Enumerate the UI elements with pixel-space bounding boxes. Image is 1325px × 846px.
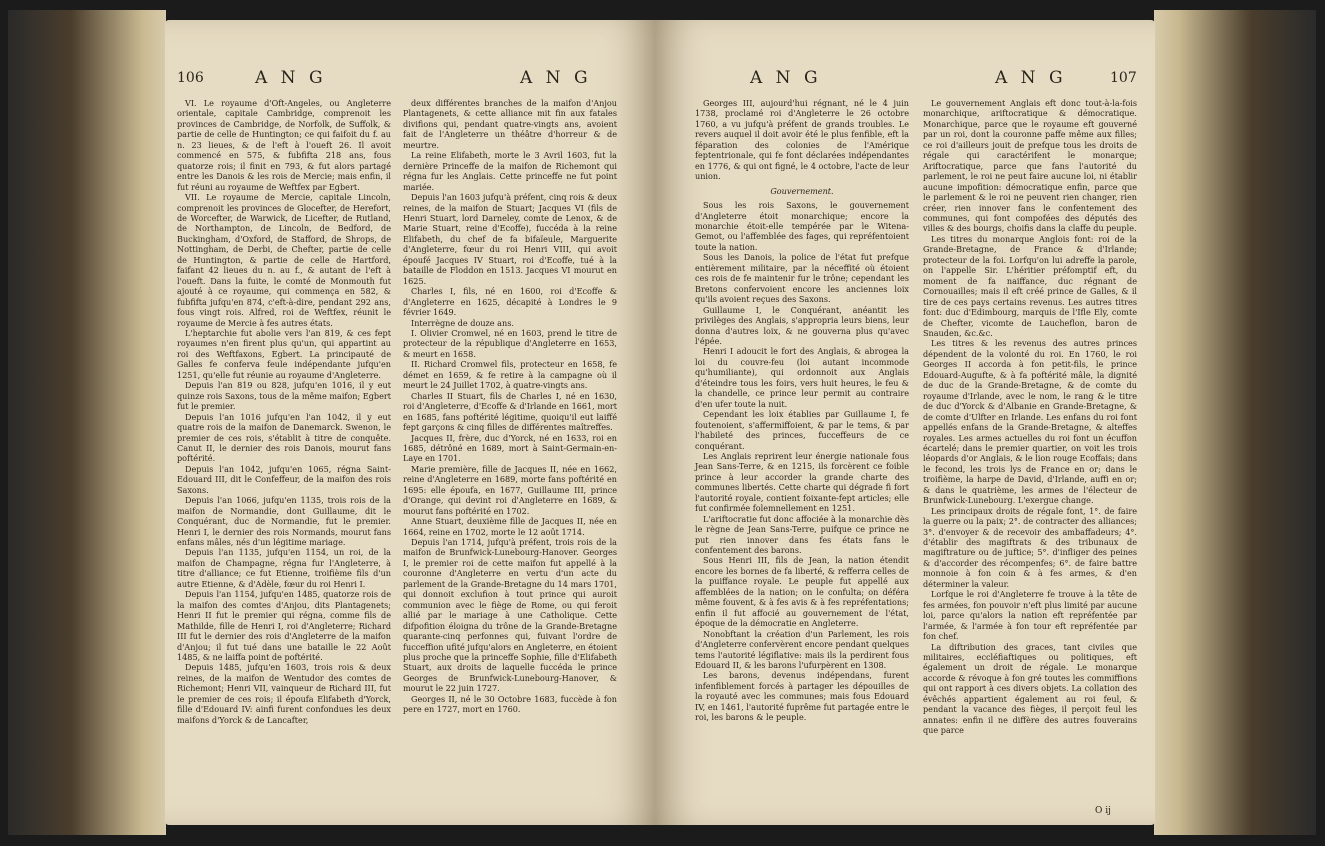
paragraph: Gouvernement. (770, 185, 834, 196)
paragraph: Les Anglais reprirent leur énergie nationale fous Jean Sans-Terre, & en 1215, ils forcèrent ce foible prince à leur accorder la grande charte des communes libertés. Cette charte qui dégrade fi fort l'autorité royale, contient foixante-fept articles; elle fut confirmée folemnellement en 1251. (695, 450, 909, 514)
paragraph: Sous les Danois, la police de l'état fut prefque entièrement militaire, par la néceffité où étoient ces rois de fe maintenir fur le trône; cependant les Bretons confervoient encore les anciennes loix qu'ils avoient reçues des Saxons. (695, 252, 909, 305)
book-edge-right (1154, 10, 1316, 835)
paragraph: Depuis l'an 1042, jufqu'en 1065, régna Saint-Edouard III, dit le Confeffeur, de la maifon des rois Saxons. (177, 463, 391, 495)
left-running-head-1: A N G (255, 68, 327, 88)
paragraph: Charles I, fils, né en 1600, roi d'Ecoffe & d'Angleterre en 1625, décapité à Londres le 9 février 1649. (403, 286, 617, 318)
left-column-2 (403, 98, 617, 715)
right-column-2 (923, 98, 1137, 736)
paragraph: Guillaume I, le Conquérant, anéantit les privilèges des Anglais, s'appropria leurs biens, leur donna d'autres loix, & ne gouverna plus qu'avec l'épée. (695, 304, 909, 346)
paragraph: I. Olivier Cromwel, né en 1603, prend le titre de protecteur de la république d'Angleterre en 1653, & meurt en 1658. (403, 327, 617, 359)
paragraph: La diftribution des graces, tant civiles que militaires, eccléfiaftiques ou politiques, eft également un droit de régale. Le monarque accorde & révoque à fon gré toutes les commiffions qui ont rapport à ces divers objets. La collation des évêchés appartient également au roi feul, & pendant la vacance des fièges, il perçoit feul les annates: enfin il ne diffère des autres fouverains que parce (923, 641, 1137, 736)
paragraph: Les titres du monarque Anglois font: roi de la Grande-Bretagne, de France & d'Irlande; protecteur de la foi. Lorfqu'on lui adreffe la parole, on l'appelle Sir. L'héritier préfomptif eft, du moment de fa naiffance, duc régnant de Cornouailles; mais il eft créé prince de Galles, & il tire de ces pays certains revenus. Les autres titres font: duc d'Edimbourg, marquis de l'Ifle Ely, comte de Chefter, vicomte de Laucheflon, baron de Snauden, &c.&c. (923, 233, 1137, 338)
paragraph: L'heptarchie fut abolie vers l'an 819, & ces fept royaumes n'en firent plus qu'un, qui appartint au roi des Weftfaxons, Egbert. La principauté de Galles fe conferva feule indépendante jufqu'en 1251, qu'elle fut réunie au royaume d'Angleterre. (177, 327, 391, 380)
paragraph: Cependant les loix établies par Guillaume I, fe foutenoient, s'affermiffoient, & par le tems, & par l'habileté des princes, fucceffeurs de ce conquérant. (695, 409, 909, 451)
paragraph: Depuis l'an 1603 jufqu'à préfent, cinq rois & deux reines, de la maifon de Stuart; Jacques VI (fils de Henri Stuart, lord Darneley, comte de Lenox, & de Marie Stuart, reine d'Ecoffe), fuccéda à la reine Elifabeth, du chef de fa bifaïeule, Marguerite d'Angleterre, fœur du roi Henri VIII, qui avoit époufé Jacques IV Stuart, roi d'Ecoffe, tué à la bataille de Floddon en 1513. Jacques VI mourut en 1625. (403, 192, 617, 286)
paragraph: Georges III, aujourd'hui régnant, né le 4 juin 1738, proclamé roi d'Angleterre le 26 octobre 1760, a vu jufqu'à préfent de grands troubles. Le revers auquel il doit avoir été le plus fenfible, eft la féparation des colonies de l'Amérique feptentrionale, qui fe font déclarées indépendantes en 1776, & qui ont figné, le 4 octobre, l'acte de leur union. (695, 98, 909, 182)
left-page-number: 106 (177, 70, 204, 86)
left-page (165, 20, 655, 825)
paragraph: Interrègne de douze ans. (411, 317, 514, 328)
paragraph: Sous Henri III, fils de Jean, la nation étendit encore les bornes de fa liberté, & refferra celles de la puiffance royale. Le peuple fut appellé aux affemblées de la nation; on le confulta; on déféra même fouvent, & à fes avis & à fes repréfentations; enfin il fut affocié au gouvernement de l'état, époque de la démocratie en Angleterre. (695, 555, 909, 629)
paragraph: Depuis l'an 1135, jufqu'en 1154, un roi, de la maifon de Champagne, régna fur l'Angleterre, à titre d'alliance; ce fut Etienne, troifième fils d'un autre Etienne, & d'Adèle, fœur du roi Henri I. (177, 547, 391, 589)
paragraph: Le gouvernement Anglais eft donc tout-à-la-fois monarchique, ariftocratique & démocratique. Monarchique, parce que le royaume eft gouverné par un roi, dont la couronne paffe même aux filles; ce roi d'ailleurs jouit de prefque tous les droits de régale qui caractérifent le monarque; Ariftocratique, parce que fans l'autorité du parlement, le roi ne peut faire aucune loi, ni établir aucune impofition: démocratique enfin, parce que le parlement & le roi ne peuvent rien changer, rien créer, rien innover fans le confentement des communes, qui font compofées des députés des villes & des bourgs, choifis dans la claffe du peuple. (923, 98, 1137, 234)
right-column-1 (695, 98, 909, 723)
paragraph: Les titres & les revenus des autres princes dépendent de la volonté du roi. En 1760, le roi Georges II accorda à fon petit-fils, le prince Edouard-Augufte, & à fa poftérité mâle, la dignité de duc de la Grande-Bretagne, & de comte du royaume d'Irlande, avec le nom, le rang & le titre de duc d'Yorck & d'Albanie en Grande-Bretagne, & de comte d'Ulfter en Irlande. Les enfans du roi font appellés enfans de la Grande-Bretagne, & alteffes royales. Les armes actuelles du roi font un écuffon écartelé; dans le premier quartier, on voit les trois léopards d'or Anglais, & le lion rouge Ecoffais; dans le fecond, les trois lys de France en or; dans le troifième, la harpe de David, d'Irlande, auffi en or; & dans le quatrième, les armes de l'électeur de Brunfwick-Lunebourg. L'exergue change. (923, 338, 1137, 506)
paragraph: Les barons, devenus indépendans, furent infenfiblement forcés à partager les dépouilles de la royauté avec les communes; mais fous Edouard IV, en 1461, l'autorité fuprême fut partagée entre le roi, les barons & le peuple. (695, 670, 909, 723)
paragraph: La reine Elifabeth, morte le 3 Avril 1603, fut la dernière Princeffe de la maifon de Richemont qui régna fur les Anglais. Cette princeffe ne fut point mariée. (403, 150, 617, 192)
paragraph: Depuis 1485, jufqu'en 1603, trois rois & deux reines, de la maifon de Wentudor des comtes de Richemont; Henri VII, vainqueur de Richard III, fut le premier de ces rois; il époufa Elifabeth d'Yorck, fille d'Edouard IV: ainfi furent confondues les deux maifons d'Yorck & de Lancafter, (177, 662, 391, 725)
left-page-header (165, 68, 655, 92)
paragraph: II. Richard Cromwel fils, protecteur en 1658, fe démet en 1659, & fe retire à la campagne où il meurt le 24 Juillet 1702, à quatre-vingts ans. (403, 359, 617, 391)
right-running-head-2: A N G (995, 68, 1067, 88)
paragraph: Charles II Stuart, fils de Charles I, né en 1630, roi d'Angleterre, d'Ecoffe & d'Irlande en 1661, mort en 1685, fans poftérité légitime, quoiqu'il eut laiffé fept garçons & cinq filles de différentes maîtreffes. (403, 390, 617, 433)
paragraph: Jacques II, frère, duc d'Yorck, né en 1633, roi en 1685, détrôné en 1689, mort à Saint-Germain-en-Laye en 1701. (403, 432, 617, 464)
right-running-head-1: A N G (750, 68, 822, 88)
paragraph: Georges II, né le 30 Octobre 1683, fuccède à fon pere en 1727, mort en 1760. (403, 693, 617, 715)
right-page (655, 20, 1155, 825)
left-column-1 (177, 98, 391, 725)
paragraph: Lorfque le roi d'Angleterre fe trouve à la tête de fes armées, fon pouvoir n'eft plus limité par aucune loi, parce qu'alors la nation eft repréfentée par l'armée, & l'armée à fon tour eft repréfentée par fon chef. (923, 589, 1137, 642)
paragraph: Sous les rois Saxons, le gouvernement d'Angleterre étoit monarchique; encore la monarchie étoit-elle tempérée par le Witena-Gemot, ou l'affemblée des fages, qui repréfentoient toute la nation. (695, 200, 909, 252)
right-page-number: 107 (1110, 70, 1137, 86)
book-edge-left (8, 10, 166, 835)
paragraph: Nonobftant la création d'un Parlement, les rois d'Angleterre confervèrent encore pendant quelques tems l'autorité légiflative: mais ils la perdirent fous Edouard II, & les barons l'ufurpèrent en 1308. (695, 628, 909, 671)
paragraph: Depuis l'an 1066, jufqu'en 1135, trois rois de la maifon de Normandie, dont Guillaume, dit le Conquérant, duc de Normandie, fut le premier. Henri I, le dernier des rois Normands, mourut fans enfans mâles, nés d'un légitime mariage. (177, 495, 391, 548)
paragraph: Henri I adoucit le fort des Anglais, & abrogea la loi du couvre-feu (loi autant incommode qu'humiliante), qui ordonnoit aux Anglais d'éteindre tous les foirs, vers huit heures, le feu & la chandelle, ce prince leur permit au contraire d'en ufer toute la nuit. (695, 346, 909, 409)
paragraph: deux différentes branches de la maifon d'Anjou Plantagenets, & cette alliance mit fin aux fatales divifions qui, pendant quatre-vingts ans, avoient fait de l'Angleterre un théâtre d'horreur & de meurtre. (403, 98, 617, 150)
left-running-head-2: A N G (520, 68, 592, 88)
paragraph: Les principaux droits de régale font, 1°. de faire la guerre ou la paix; 2°. de contracter des alliances; 3°. d'envoyer & de recevoir des ambaffadeurs; 4°. d'établir des magiftrats & des tribunaux de magiftrature ou de juftice; 5°. d'infliger des peines & d'accorder des récompenfes; 6°. de faire battre monnoie à fon coin & à fes armes, & d'en déterminer la valeur. (923, 505, 1137, 589)
paragraph: Depuis l'an 819 ou 828, jufqu'en 1016, il y eut quinze rois Saxons, tous de la même maifon; Egbert fut le premier. (177, 380, 391, 412)
paragraph: Depuis l'an 1714, jufqu'à préfent, trois rois de la maifon de Brunfwick-Lunebourg-Hanover. Georges I, le premier roi de cette maifon fut appellé à la couronne d'Angleterre en vertu d'un acte du parlement de la Grande-Bretagne du 14 mars 1701, qui donnoit exclufion à tout prince qui auroit communion avec le fiège de Rome, ou qui feroit allié par le mariage à une Catholique. Cette difpofition éloigna du trône de la Grande-Bretagne quarante-cinq perfonnes qui, fuivant l'ordre de fucceffion ufité jufqu'alors en Angleterre, en étoient plus proche que la princeffe Sophie, fille d'Elifabeth Stuart, aux droits de laquelle fuccéda le prince Georges de Brunfwick-Lunebourg-Hanover, & mourut le 22 juin 1727. (403, 537, 617, 694)
right-page-header (655, 68, 1155, 92)
paragraph: VII. Le royaume de Mercie, capitale Lincoln, comprenoit les provinces de Glocefter, de Herefort, de Worcefter, de Warwick, de Licefter, de Rutland, de Northampton, de Lincoln, de Bedford, de Buckingham, d'Oxford, de Stafford, de Shrops, de Nottingham, de Derbi, de Chefter, partie de celle de Huntington, & partie de celle de Hartford, faifant 42 lieues du n. au f., & autant de l'eft à l'oueft. Dans la fuite, le comté de Monmouth fut ajouté à ce royaume, qui commença en 582, & fubfifta jufqu'en 874, c'eft-à-dire, pendant 292 ans, fous vingt rois. Alfred, roi de Weftfex, réunit le royaume de Mercie à fes autres états. (177, 192, 391, 328)
paragraph: Depuis l'an 1016 jufqu'en l'an 1042, il y eut quatre rois de la maifon de Danemarck. Swenon, le premier de ces rois, s'établit à titre de conquête. Canut II, le dernier des rois Danois, mourut fans poftérité. (177, 411, 391, 464)
paragraph: L'ariftocratie fut donc affociée à la monarchie dès le règne de Jean Sans-Terre, puifque ce prince ne put rien innover dans fes états fans le confentement des barons. (695, 513, 909, 556)
paragraph: Depuis l'an 1154, jufqu'en 1485, quatorze rois de la maifon des comtes d'Anjou, dits Plantagenets; Henri II fut le premier qui régna, comme fils de Mathilde, fille de Henri I, roi d'Angleterre; Richard III fut le dernier des rois d'Angleterre de la maifon d'Anjou; il fut tué dans une bataille le 22 Août 1485, & ne laiffa point de poftérité. (177, 589, 391, 663)
paragraph: VI. Le royaume d'Oft-Angeles, ou Angleterre orientale, capitale Cambridge, comprenoit les provinces de Cambridge, de Norfolk, de Suffolk, & partie de celle de Huntington; ce qui faifoit du f. au n. 23 lieues, & de l'eft à l'oueft 26. Il avoit commencé en 575, & fubfifta 218 ans, fous quatorze rois; il finit en 793, & fut alors partagé entre les Danois & les rois de Mercie; mais enfin, il fut réuni au royaume de Weftfex par Egbert. (177, 98, 391, 192)
paragraph: Marie première, fille de Jacques II, née en 1662, reine d'Angleterre en 1689, morte fans poftérité en 1695: elle époufa, en 1677, Guillaume III, prince d'Orange, qui devint roi d'Angleterre en 1689, & mourut fans poftérité en 1702. (403, 463, 617, 516)
signature-mark: O ij (1095, 806, 1111, 816)
paragraph: Anne Stuart, deuxième fille de Jacques II, née en 1664, reine en 1702, morte le 12 août 1714. (403, 516, 617, 537)
